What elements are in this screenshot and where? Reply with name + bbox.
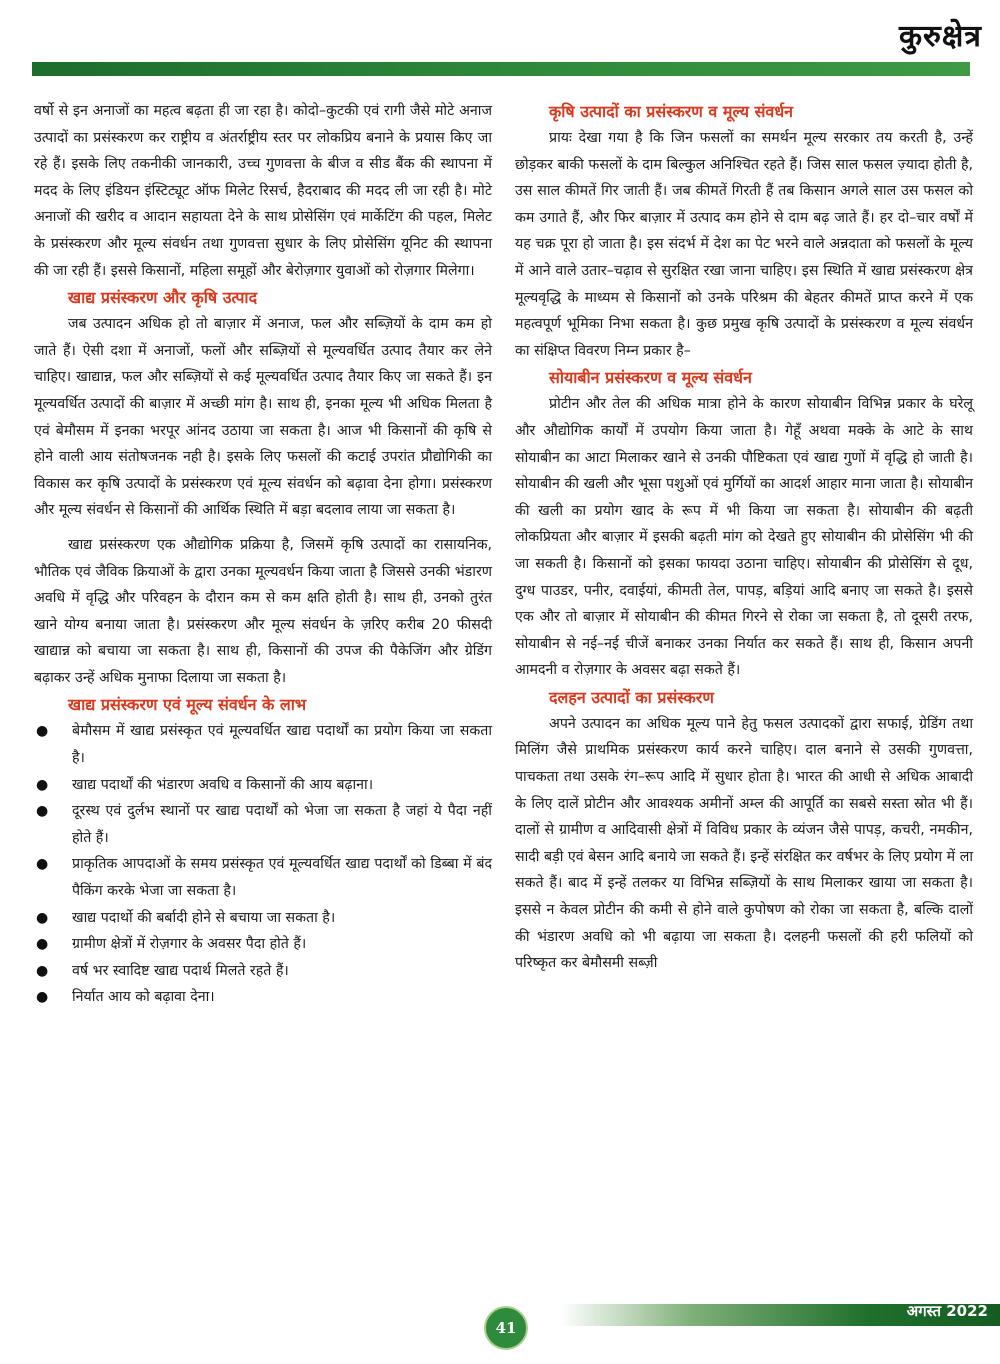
- list-item: ● निर्यात आय को बढ़ावा देना।: [34, 984, 492, 1011]
- bullet-icon: ●: [36, 936, 49, 953]
- bullet-icon: ●: [36, 856, 49, 873]
- list-item: ● खाद्य पदार्थों की भंडारण अवधि व किसानों की आय बढ़ाना।: [34, 772, 492, 799]
- left-paragraph-2: जब उत्पादन अधिक हो तो बाज़ार में अनाज, फल और सब्ज़ियों के दाम कम हो जाते हैं। ऐसी दशा में अनाजों, फलों और सब्ज़ियों से मूल्यवर्धित उत्पाद तैयार कर लेने चाहिए। खाद्यान्न, फल और सब्ज़ियों से कई मूल्यवर्धित उत्पाद तैयार किए जा सकते हैं। इन मूल्यवर्धित उत्पादों की बाज़ार में अच्छी मांग है। साथ ही, इनका मूल्य भी अधिक मिलता है एवं बेमौसम में इनका भरपूर आंनद उठाया जा सकता है। आज भी किसानों की कृषि से होने वाली आय संतोषजनक नही है। इसके लिए फसलों की कटाई उपरांत प्रौद्योगिकी का विकास कर कृषि उत्पादों के प्रसंस्करण एवं मूल्य संवर्धन को बढ़ावा देना होगा। प्रसंस्करण और मूल्य संवर्धन से किसानों की आर्थिक स्थिति में बड़ा बदलाव लाया जा सकता है।: [34, 316, 492, 519]
- heading-benefits: खाद्य प्रसंस्करण एवं मूल्य संवर्धन के लाभ: [68, 695, 307, 715]
- list-item: ● बेमौसम में खाद्य प्रसंस्कृत एवं मूल्यवर्धित खाद्य पदार्थों का प्रयोग किया जा सकता है।: [34, 718, 492, 771]
- heading-pulses-processing: दलहन उत्पादों का प्रसंस्करण: [549, 687, 714, 707]
- list-item: ● दूरस्थ एवं दुर्लभ स्थानों पर खाद्य पदार्थों को भेजा जा सकता है जहां ये पैदा नहीं होते हैं।: [34, 798, 492, 851]
- bullet-icon: ●: [36, 962, 49, 979]
- list-item: ● ग्रामीण क्षेत्रों में रोज़गार के अवसर पैदा होते हैं।: [34, 931, 492, 958]
- bullet-icon: ●: [36, 803, 49, 820]
- page-number: 41: [484, 1306, 528, 1350]
- heading-food-processing-agri-products: खाद्य प्रसंस्करण और कृषि उत्पाद: [68, 288, 258, 308]
- benefits-list: [34, 718, 492, 1011]
- list-item: ● प्राकृतिक आपदाओं के समय प्रसंस्कृत एवं मूल्यवर्धित खाद्य पदार्थों को डिब्बा में बंद पैकिंग करके भेजा जा सकता है।: [34, 851, 492, 904]
- top-green-bar: [32, 62, 970, 76]
- right-paragraph-1: प्रायः देखा गया है कि जिन फसलों का समर्थन मूल्य सरकार तय करती है, उन्हें छोड़कर बाकी फसलों के दाम बिल्कुल अनिश्चित रहते हैं। जिस साल फसल ज़्यादा होती है, उस साल कीमतें गिर जाती हैं। जब कीमतें गिरती हैं तब किसान अगले साल उस फसल को कम उगाते हैं, और फिर बाज़ार में उत्पाद कम होने से दाम बढ़ जाते हैं। हर दो–चार वर्षों में यह चक्र पूरा हो जाता है। इस संदर्भ में देश का पेट भरने वाले अन्नदाता को फसलों के मूल्य में आने वाले उतार–चढ़ाव से सुरक्षित रखा जाना चाहिए। इस स्थिति में खाद्य प्रसंस्करण क्षेत्र मूल्यवृद्धि के माध्यम से किसानों को उनके परिश्रम की बेहतर कीमतें प्राप्त करने में एक महत्वपूर्ण भूमिका निभा सकता है। कुछ प्रमुख कृषि उत्पादों के प्रसंस्करण व मूल्य संवर्धन का संक्षिप्त विवरण निम्न प्रकार है–: [515, 130, 973, 359]
- bullet-icon: ●: [36, 909, 49, 926]
- left-paragraph-1: वर्षो से इन अनाजों का महत्व बढ़ता ही जा रहा है। कोदो–कुटकी एवं रागी जैसे मोटे अनाज उत्पादों का प्रसंस्करण कर राष्ट्रीय व अंतर्राष्ट्रीय स्तर पर लोकप्रिय बनाने के प्रयास किए जा रहे हैं। इसके लिए तकनीकी जानकारी, उच्च गुणवत्ता के बीज व सीड बैंक की स्थापना में मदद के लिए इंडियन इंस्टिट्यूट ऑफ मिलेट रिसर्च, हैदराबाद की मदद ली जा रही है। मोटे अनाजों की खरीद व आदान सहायता देने के साथ प्रोसेसिंग एवं मार्केटिंग की पहल, मिलेट के प्रसंस्करण और मूल्य संवर्धन तथा गुणवत्ता सुधार के लिए प्रोसेसिंग यूनिट की स्थापना की जा रही हैं। इससे किसानों, महिला समूहों और बेरोज़गार युवाओं को रोज़गार मिलेगा।: [34, 103, 492, 279]
- heading-soybean-processing: सोयाबीन प्रसंस्करण व मूल्य संवर्धन: [549, 368, 752, 388]
- list-item: ● खाद्य पदार्थो की बर्बादी होने से बचाया जा सकता है।: [34, 905, 492, 932]
- bullet-icon: ●: [36, 989, 49, 1006]
- bullet-icon: ●: [36, 723, 49, 740]
- magazine-masthead: कुरुक्षेत्र: [898, 19, 982, 54]
- left-column: [34, 98, 492, 1011]
- left-paragraph-3: खाद्य प्रसंस्करण एक औद्योगिक प्रक्रिया है, जिसमें कृषि उत्पादों का रासायनिक, भौतिक एवं जैविक क्रियाओं के द्वारा उनका मूल्यवर्धन किया जाता है जिससे उनकी भंडारण अवधि में वृद्धि और परिवहन के दौरान कम से कम क्षति होती है। साथ ही, उनको तुरंत खाने योग्य बनाया जाता है। प्रसंस्करण और मूल्य संवर्धन के ज़रिए करीब 20 फीसदी खाद्यान्न को बचाया जा सकता है। साथ ही, किसानों की उपज की पैकेजिंग और ग्रेडिंग बढ़ाकर उन्हें अधिक मुनाफा दिलाया जा सकता है।: [34, 536, 492, 686]
- list-item: ● वर्ष भर स्वादिष्ट खाद्य पदार्थ मिलते रहते हैं।: [34, 958, 492, 985]
- right-column: [515, 98, 973, 977]
- right-paragraph-3: अपने उत्पादन का अधिक मूल्य पाने हेतु फसल उत्पादकों द्वारा सफाई, ग्रेडिंग तथा मिलिंग जैसे प्राथमिक प्रसंस्करण कार्य करने चाहिए। दाल बनाने से उसकी गुणवत्ता, पाचकता तथा उसके रंग–रूप आदि में सुधार होता है। भारत की आधी से अधिक आबादी के लिए दालें प्रोटीन और आवश्यक अमीनों अम्ल की आपूर्ति का सबसे सस्ता स्रोत भी हैं। दालों से ग्रामीण व आदिवासी क्षेत्रों में विविध प्रकार के व्यंजन जैसे पापड़, कचरी, नमकीन, सादी बड़ी एवं बेसन आदि बनाये जा सकते हैं। इन्हें संरक्षित कर वर्षभर के लिए प्रयोग में ला सकते हैं। बाद में इन्हें तलकर या विभिन्न सब्ज़ियों के साथ मिलाकर खाया जा सकता है। इससे न केवल प्रोटीन की कमी से होने वाले कुपोषण को रोका जा सकता है, बल्कि दालों की भंडारण अवधि को भी बढ़ाया जा सकता है। दलहनी फसलों की हरी फलियों को परिष्कृत कर बेमौसमी सब्ज़ी: [515, 715, 973, 972]
- bullet-icon: ●: [36, 776, 49, 793]
- right-paragraph-2: प्रोटीन और तेल की अधिक मात्रा होने के कारण सोयाबीन विभिन्न प्रकार के घरेलू और औद्योगिक कार्यों में उपयोग किया जाता है। गेहूँ अथवा मक्के के आटे के साथ सोयाबीन का आटा मिलाकर खाने से उनकी पौष्टिकता एवं खाद्य गुणों में वृद्धि हो जाती है। सोयाबीन की खली और भूसा पशुओं एवं मुर्गियों का आदर्श आहार माना जाता है। सोयाबीन की खली का प्रयोग खाद के रूप में भी किया जा सकता है। सोयाबीन की बढ़ती लोकप्रियता और बाज़ार में इसकी बढ़ती मांग को देखते हुए सोयाबीन की प्रोसेसिंग भी की जा सकती है। किसानों को इसका फायदा उठाना चाहिए। सोयाबीन की प्रोसेसिंग से दूध, दुग्ध पाउडर, पनीर, दवाईयां, कीमती तेल, पापड़, बड़ियां आदि बनाए जा सकते है। इससे एक और तो बाज़ार में सोयाबीन की कीमत गिरने से रोका जा सकता है, तो दूसरी तरफ, सोयाबीन से नई–नई चीजें बनाकर उनका निर्यात कर सकते हैं। साथ ही, किसान अपनी आमदनी व रोज़गार के अवसर बढ़ा सकते हैं।: [515, 396, 973, 679]
- heading-agri-processing-value-addition: कृषि उत्पादों का प्रसंस्करण व मूल्य संवर्धन: [549, 102, 794, 121]
- issue-date: अगस्त 2022: [906, 1302, 988, 1320]
